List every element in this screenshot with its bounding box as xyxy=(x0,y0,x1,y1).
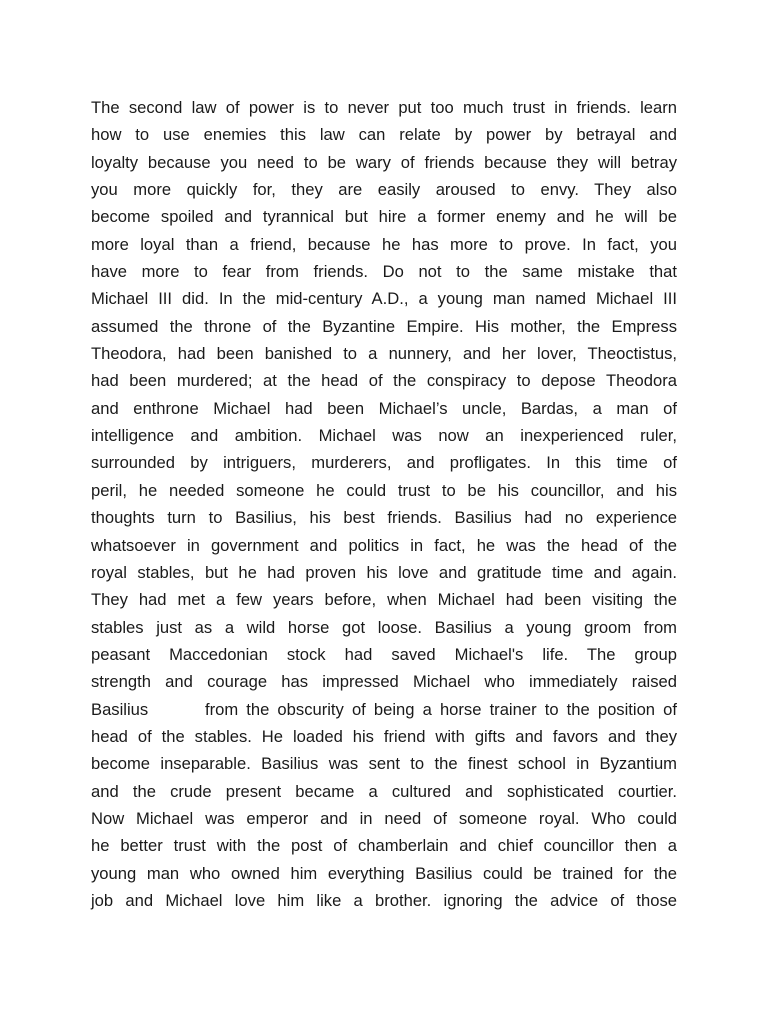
body-paragraph xyxy=(91,94,677,914)
text-line: peril, he needed someone he could trust to be his councillor, and his xyxy=(91,480,677,500)
text-line: Michael III did. In the mid-century A.D., a young man named Michael III xyxy=(91,289,677,309)
text-line: whatsoever in government and politics in fact, he was the head of the xyxy=(91,535,677,555)
text-line: how to use enemies this law can relate by power by betrayal and xyxy=(91,125,677,145)
text-line: and enthrone Michael had been Michael’s uncle, Bardas, a man of xyxy=(91,398,677,418)
text-line: young man who owned him everything Basilius could be trained for the xyxy=(91,863,677,883)
text-line: assumed the throne of the Byzantine Empire. His mother, the Empress xyxy=(91,316,677,336)
text-line: loyalty because you need to be wary of friends because they will betray xyxy=(91,152,677,172)
text-line: become inseparable. Basilius was sent to the finest school in Byzantium xyxy=(91,754,677,774)
text-line: and the crude present became a cultured and sophisticated courtier. xyxy=(91,781,677,801)
text-line: become spoiled and tyrannical but hire a former enemy and he will be xyxy=(91,207,677,227)
text-line: Basilius from the obscurity of being a horse trainer to the position of xyxy=(91,699,677,719)
text-line: strength and courage has impressed Michael who immediately raised xyxy=(91,672,677,692)
text-line: They had met a few years before, when Michael had been visiting the xyxy=(91,590,677,610)
text-line: Theodora, had been banished to a nunnery, and her lover, Theoctistus, xyxy=(91,344,677,364)
text-line: royal stables, but he had proven his love and gratitude time and again. xyxy=(91,562,677,582)
text-line: peasant Maccedonian stock had saved Michael's life. The group xyxy=(91,644,677,664)
text-line: more loyal than a friend, because he has more to prove. In fact, you xyxy=(91,234,677,254)
text-line: thoughts turn to Basilius, his best friends. Basilius had no experience xyxy=(91,508,677,528)
text-line: he better trust with the post of chamberlain and chief councillor then a xyxy=(91,836,677,856)
text-line: Now Michael was emperor and in need of someone royal. Who could xyxy=(91,808,677,828)
text-line: surrounded by intriguers, murderers, and profligates. In this time of xyxy=(91,453,677,473)
text-line: have more to fear from friends. Do not to the same mistake that xyxy=(91,262,677,282)
text-line: had been murdered; at the head of the conspiracy to depose Theodora xyxy=(91,371,677,391)
text-line: job and Michael love him like a brother. ignoring the advice of those xyxy=(91,890,677,910)
text-line: stables just as a wild horse got loose. Basilius a young groom from xyxy=(91,617,677,637)
text-line: The second law of power is to never put too much trust in friends. learn xyxy=(91,98,677,117)
text-line: head of the stables. He loaded his friend with gifts and favors and they xyxy=(91,726,677,746)
text-line: you more quickly for, they are easily aroused to envy. They also xyxy=(91,180,677,200)
text-line: intelligence and ambition. Michael was now an inexperienced ruler, xyxy=(91,426,677,446)
